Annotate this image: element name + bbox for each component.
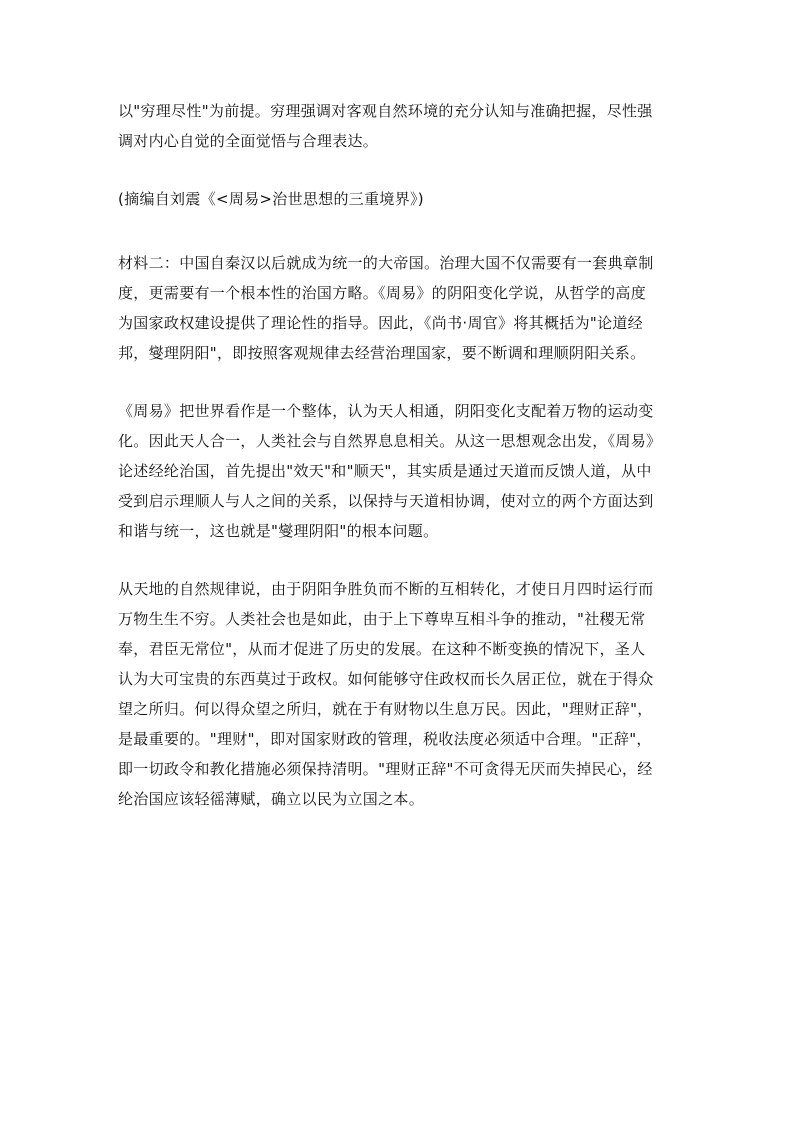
- document-page: [118, 96, 678, 814]
- text-line: 万物生生不穷。人类社会也是如此，由于上下尊卑互相斗争的推动，"社稷无常: [118, 610, 646, 628]
- text-line: 《周易》把世界看作是一个整体，认为天人相通，阴阳变化支配着万物的运动变: [118, 402, 654, 420]
- text-line: 度，更需要有一个根本性的治国方略。《周易》的阴阳变化学说，从哲学的高度: [118, 284, 647, 302]
- text-line: 是最重要的。"理财"，即对国家财政的管理，税收法度必须适中合理。"正辞"，: [118, 730, 652, 748]
- text-line: 为国家政权建设提供了理论性的指导。因此，《尚书·周官》将其概括为"论道经: [118, 314, 643, 332]
- paragraph-zhouyi-worldview: [118, 396, 678, 546]
- text-line: 认为大可宝贵的东西莫过于政权。如何能够守住政权而长久居正位，就在于得众: [118, 670, 654, 688]
- text-line: 从天地的自然规律说，由于阴阳争胜负而不断的互相转化，才使日月四时运行而: [118, 580, 654, 598]
- text-line: 奉，君臣无常位"，从而才促进了历史的发展。在这种不断变换的情况下，圣人: [118, 640, 646, 658]
- text-line: 即一切政令和教化措施必须保持清明。"理财正辞"不可贪得无厌而失掉民心，经: [118, 760, 653, 778]
- paragraph-natural-laws: [118, 574, 678, 814]
- text-line: 和谐与统一，这也就是"燮理阴阳"的根本问题。: [118, 522, 439, 540]
- text-line: 化。因此天人合一，人类社会与自然界息息相关。从这一思想观念出发，《周易》: [118, 432, 662, 450]
- paragraph-qiongli-jinxing: [118, 96, 678, 156]
- text-line: 望之所归。何以得众望之所归，就在于有财物以生息万民。因此，"理财正辞"，: [118, 700, 653, 718]
- source-citation: [118, 184, 678, 214]
- text-line: 论述经纶治国，首先提出"效天"和"顺天"，其实质是通过天道而反馈人道，从中: [118, 462, 652, 480]
- text-line: 以"穷理尽性"为前提。穷理强调对客观自然环境的充分认知与准确把握，尽性强: [118, 102, 653, 120]
- text-line: 邦，燮理阴阳"，即按照客观规律去经营治理国家，要不断调和理顺阴阳关系。: [118, 344, 646, 362]
- text-line: 材料二：中国自秦汉以后就成为统一的大帝国。治理大国不仅需要有一套典章制: [118, 254, 654, 272]
- text-line: 调对内心自觉的全面觉悟与合理表达。: [118, 132, 379, 150]
- text-line: 纶治国应该轻徭薄赋，确立以民为立国之本。: [118, 790, 425, 808]
- citation-line: (摘编自刘震《<周易>治世思想的三重境界》): [118, 190, 424, 208]
- text-line: 受到启示理顺人与人之间的关系，以保持与天道相协调，使对立的两个方面达到: [118, 492, 654, 510]
- paragraph-material-two: [118, 248, 678, 368]
